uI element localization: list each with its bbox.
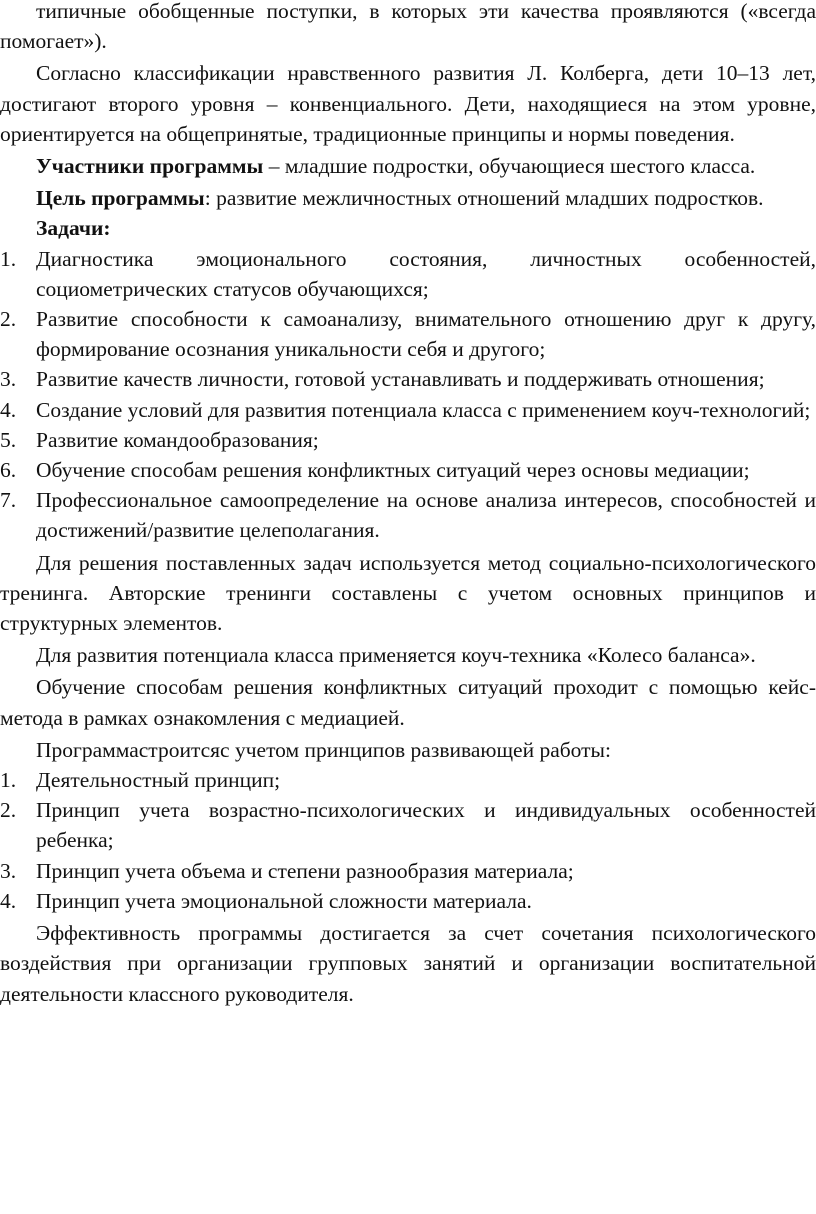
list-item-number: 4. (0, 397, 17, 422)
tasks-list (0, 244, 816, 546)
list-item (0, 395, 816, 425)
list-item-number: 3. (0, 858, 17, 883)
list-item-number: 1. (0, 768, 17, 793)
method-paragraph: Для решения поставленных задач используется метод социально-психологического тренинга. Авторские тренинги составлены с учетом основных принципов и структурных элементов. (0, 550, 816, 636)
list-item-text: Диагностика эмоционального состояния, личностных особенностей, социометрических статусов обучающихся; (36, 246, 816, 301)
list-item (0, 244, 816, 304)
list-item-number: 5. (0, 427, 17, 452)
mediation-paragraph: Обучение способам решения конфликтных ситуаций проходит с помощью кейс-метода в рамках ознакомления с медиацией. (0, 675, 816, 730)
list-item-number: 4. (0, 888, 17, 913)
list-item-text: Принцип учета объема и степени разнообразия материала; (36, 858, 574, 883)
list-item-text: Принцип учета возрастно-психологических и индивидуальных особенностей ребенка; (36, 798, 816, 853)
coach-paragraph: Для развития потенциала класса применяется коуч-техника «Колесо баланса». (36, 643, 756, 668)
list-item-text: Обучение способам решения конфликтных ситуаций через основы медиации; (36, 458, 750, 483)
goal-label: Цель программы (36, 186, 205, 211)
participants-label: Участники программы (36, 154, 264, 179)
principles-list (0, 765, 816, 916)
list-item (0, 364, 816, 394)
tasks-heading: Задачи: (36, 216, 111, 241)
kohlberg-paragraph: Согласно классификации нравственного развития Л. Колберга, дети 10–13 лет, достигают второго уровня – конвенциального. Дети, находящиеся на этом уровне, ориентируется на общепринятые, традиционные принципы и нормы поведения. (0, 61, 816, 146)
list-item-number: 7. (0, 488, 17, 513)
list-item (0, 795, 816, 855)
list-item (0, 455, 816, 485)
list-item-text: Развитие способности к самоанализу, внимательного отношению друг к другу, формирование осознания уникальности себя и другого; (36, 307, 816, 362)
list-item (0, 304, 816, 364)
list-item-number: 2. (0, 307, 17, 332)
list-item-text: Развитие командообразования; (36, 427, 319, 452)
participants-text: – младшие подростки, обучающиеся шестого класса. (263, 154, 756, 179)
intro-continuation: типичные обобщенные поступки, в которых эти качества проявляются («всегда помогает»). (0, 0, 816, 54)
list-item-text: Принцип учета эмоциональной сложности материала. (36, 888, 532, 913)
list-item (0, 425, 816, 455)
list-item-text: Профессиональное самоопределение на основе анализа интересов, способностей и достижений/развитие целеполагания. (36, 488, 816, 543)
list-item (0, 765, 816, 795)
list-item (0, 886, 816, 916)
list-item-text: Деятельностный принцип; (36, 768, 281, 793)
principles-intro: Программастроитсяс учетом принципов развивающей работы: (36, 737, 611, 762)
list-item-text: Создание условий для развития потенциала класса с применением коуч-технологий; (36, 397, 811, 422)
list-item-number: 3. (0, 367, 17, 392)
goal-paragraph (0, 183, 816, 213)
list-item-text: Развитие качеств личности, готовой устанавливать и поддерживать отношения; (36, 367, 765, 392)
list-item (0, 856, 816, 886)
list-item-number: 6. (0, 458, 17, 483)
effectiveness-paragraph: Эффективность программы достигается за счет сочетания психологического воздействия при организации групповых занятий и организации воспитательной деятельности классного руководителя. (0, 921, 816, 1006)
list-item-number: 1. (0, 246, 17, 271)
goal-text: : развитие межличностных отношений младших подростков. (204, 186, 764, 211)
list-item (0, 485, 816, 545)
list-item-number: 2. (0, 798, 17, 823)
participants-paragraph (0, 151, 816, 181)
